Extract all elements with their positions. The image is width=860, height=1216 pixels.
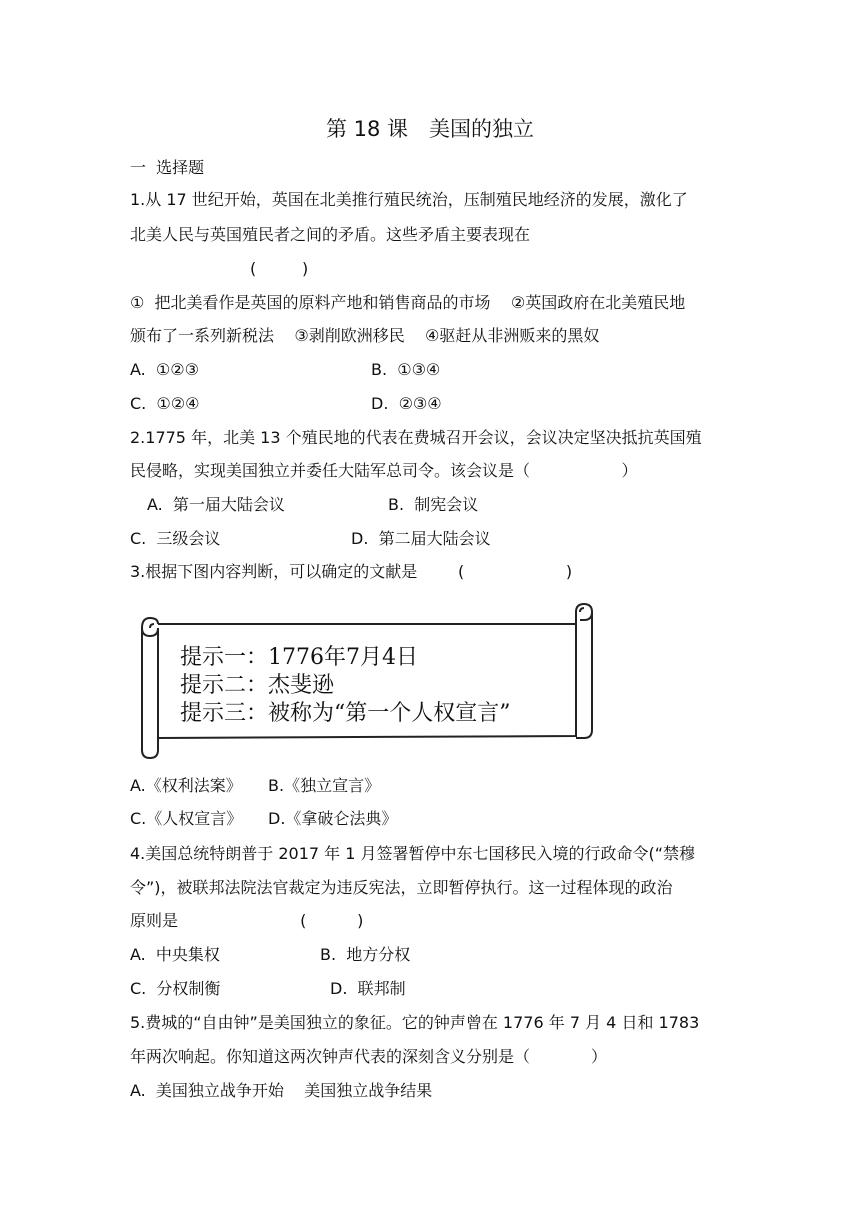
q2-option-a: A. 第一届大陆会议 bbox=[147, 495, 285, 514]
q3-option-b: B.《独立宣言》 bbox=[268, 776, 381, 795]
q2-option-c: C. 三级会议 bbox=[130, 529, 221, 548]
page-title: 第 18 课 美国的独立 bbox=[325, 117, 535, 141]
q1-items-line-1: ① 把北美看作是英国的原料产地和销售商品的市场 ②英国政府在北美殖民地 bbox=[130, 293, 686, 312]
scroll-illustration bbox=[136, 598, 606, 762]
section-heading: 一 选择题 bbox=[130, 158, 205, 177]
q1-items-line-2: 颁布了一系列新税法 ③剥削欧洲移民 ④驱赶从非洲贩来的黑奴 bbox=[130, 326, 600, 345]
q3-option-c: C.《人权宣言》 bbox=[130, 809, 243, 828]
q2-option-d: D. 第二届大陆会议 bbox=[351, 529, 491, 548]
q3-option-d: D.《拿破仑法典》 bbox=[268, 809, 398, 828]
q2-stem-line-2: 民侵略，实现美国独立并委任大陆军总司令。该会议是（ ） bbox=[130, 461, 638, 480]
q1-option-c: C. ①②④ bbox=[130, 394, 200, 413]
q3-stem: 3.根据下图内容判断，可以确定的文献是 ( ) bbox=[130, 562, 573, 581]
q2-stem-line-1: 2.1775 年，北美 13 个殖民地的代表在费城召开会议，会议决定坚决抵抗英国殖 bbox=[130, 428, 702, 447]
q4-option-c: C. 分权制衡 bbox=[130, 979, 221, 998]
q1-stem-line-1: 1.从 17 世纪开始，英国在北美推行殖民统治，压制殖民地经济的发展，激化了 bbox=[130, 190, 688, 209]
q4-stem-line-3: 原则是 ( ) bbox=[130, 911, 364, 930]
q4-option-a: A. 中央集权 bbox=[130, 945, 220, 964]
q3-option-a: A.《权利法案》 bbox=[130, 776, 242, 795]
scroll-hint-3: 提示三：被称为“第一个人权宣言” bbox=[180, 701, 511, 726]
q2-option-b: B. 制宪会议 bbox=[388, 495, 479, 514]
q1-stem-line-2: 北美人民与英国殖民者之间的矛盾。这些矛盾主要表现在 bbox=[130, 225, 531, 244]
q1-answer-blank: ( ) bbox=[250, 259, 309, 278]
q1-option-d: D. ②③④ bbox=[371, 394, 442, 413]
scroll-hint-1: 提示一：1776年7月4日 bbox=[180, 645, 418, 670]
q1-option-a: A. ①②③ bbox=[130, 360, 199, 379]
q4-option-d: D. 联邦制 bbox=[330, 979, 406, 998]
q4-stem-line-1: 4.美国总统特朗普于 2017 年 1 月签署暂停中东七国移民入境的行政命令(“禁穆 bbox=[130, 844, 696, 863]
q5-stem-line-1: 5.费城的“自由钟”是美国独立的象征。它的钟声曾在 1776 年 7 月 4 日和 1783 bbox=[130, 1013, 700, 1032]
q5-option-a: A. 美国独立战争开始 美国独立战争结果 bbox=[130, 1081, 433, 1100]
scroll-hint-2: 提示二：杰斐逊 bbox=[180, 673, 335, 698]
q4-option-b: B. 地方分权 bbox=[320, 945, 411, 964]
q1-option-b: B. ①③④ bbox=[371, 360, 441, 379]
q5-stem-line-2: 年两次响起。你知道这两次钟声代表的深刻含义分别是（ ） bbox=[130, 1047, 608, 1066]
q4-stem-line-2: 令”)，被联邦法院法官裁定为违反宪法，立即暂停执行。这一过程体现的政治 bbox=[130, 878, 673, 897]
